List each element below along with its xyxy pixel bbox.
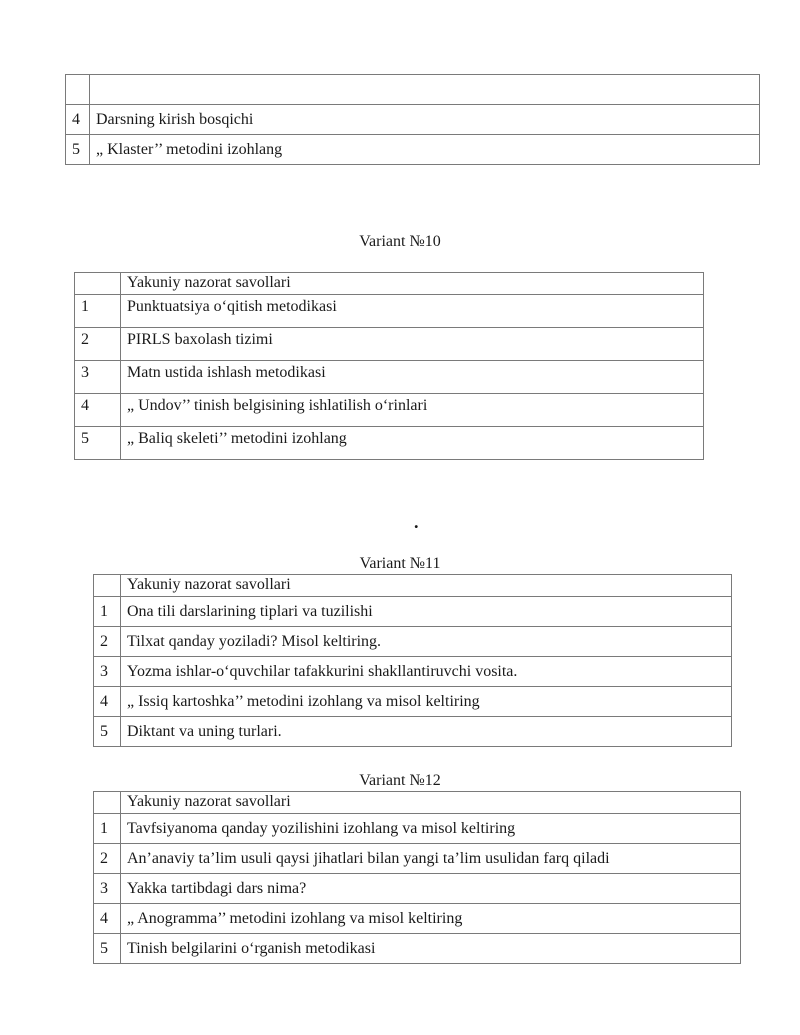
table-row: [94, 627, 732, 657]
row-number: 4: [94, 687, 121, 717]
table-row: [66, 105, 760, 135]
row-number: [66, 75, 90, 105]
table-row: [94, 814, 741, 844]
row-question: [90, 75, 760, 105]
row-question: Darsning kirish bosqichi: [90, 105, 760, 135]
variant-title: Variant №12: [359, 772, 441, 789]
table-row: [66, 135, 760, 165]
row-question: Yakka tartibdagi dars nima?: [121, 874, 741, 904]
table-header: Yakuniy nazorat savollari: [121, 575, 732, 597]
row-question: „ Anogramma’’ metodini izohlang va misol keltiring: [121, 904, 741, 934]
row-number: 2: [94, 844, 121, 874]
row-question: Diktant va uning turlari.: [121, 717, 732, 747]
table-header-row: [94, 575, 732, 597]
table-row: [75, 361, 704, 394]
previous-variant-table: [65, 74, 760, 165]
variant-12-table: [93, 791, 741, 964]
row-number: 1: [94, 597, 121, 627]
row-number: 1: [75, 295, 121, 328]
row-question: PIRLS baxolash tizimi: [121, 328, 704, 361]
row-number: 5: [66, 135, 90, 165]
row-question: „ Klaster’’ metodini izohlang: [90, 135, 760, 165]
table-header: Yakuniy nazorat savollari: [121, 273, 704, 295]
row-question: An’anaviy ta’lim usuli qaysi jihatlari bilan yangi ta’lim usulidan farq qiladi: [121, 844, 741, 874]
row-number: 2: [94, 627, 121, 657]
variant-title: Variant №11: [359, 555, 441, 572]
table-row: [75, 427, 704, 460]
row-number: 3: [94, 657, 121, 687]
row-number: 1: [94, 814, 121, 844]
table-header-row: [75, 273, 704, 295]
table-row: [75, 295, 704, 328]
table-row: [94, 717, 732, 747]
table-row: [75, 328, 704, 361]
row-number: 5: [94, 717, 121, 747]
row-question: Matn ustida ishlash metodikasi: [121, 361, 704, 394]
row-number: 5: [75, 427, 121, 460]
variant-11-table: [93, 574, 732, 747]
row-number: 3: [94, 874, 121, 904]
table-row: [94, 904, 741, 934]
row-number: 4: [75, 394, 121, 427]
table-row: [94, 844, 741, 874]
row-question: Tavfsiyanoma qanday yozilishini izohlang va misol keltiring: [121, 814, 741, 844]
row-number: 3: [75, 361, 121, 394]
header-number-cell: [75, 273, 121, 295]
row-question: „ Undov’’ tinish belgisining ishlatilish o‘rinlari: [121, 394, 704, 427]
row-question: „ Issiq kartoshka’’ metodini izohlang va misol keltiring: [121, 687, 732, 717]
variant-10-table: [74, 272, 704, 460]
table-header-row: [94, 792, 741, 814]
row-question: Yozma ishlar-o‘quvchilar tafakkurini shakllantiruvchi vosita.: [121, 657, 732, 687]
row-question: „ Baliq skeleti’’ metodini izohlang: [121, 427, 704, 460]
row-question: Ona tili darslarining tiplari va tuzilishi: [121, 597, 732, 627]
table-row: [75, 394, 704, 427]
table-row: [94, 597, 732, 627]
header-number-cell: [94, 792, 121, 814]
variant-title: Variant №10: [359, 233, 441, 250]
separator-dot: .: [414, 512, 419, 532]
table-row: [66, 75, 760, 105]
table-row: [94, 934, 741, 964]
row-question: Punktuatsiya o‘qitish metodikasi: [121, 295, 704, 328]
row-number: 5: [94, 934, 121, 964]
table-row: [94, 687, 732, 717]
table-row: [94, 874, 741, 904]
table-row: [94, 657, 732, 687]
header-number-cell: [94, 575, 121, 597]
row-number: 4: [94, 904, 121, 934]
row-question: Tilxat qanday yoziladi? Misol keltiring.: [121, 627, 732, 657]
row-question: Tinish belgilarini o‘rganish metodikasi: [121, 934, 741, 964]
row-number: 2: [75, 328, 121, 361]
row-number: 4: [66, 105, 90, 135]
table-header: Yakuniy nazorat savollari: [121, 792, 741, 814]
